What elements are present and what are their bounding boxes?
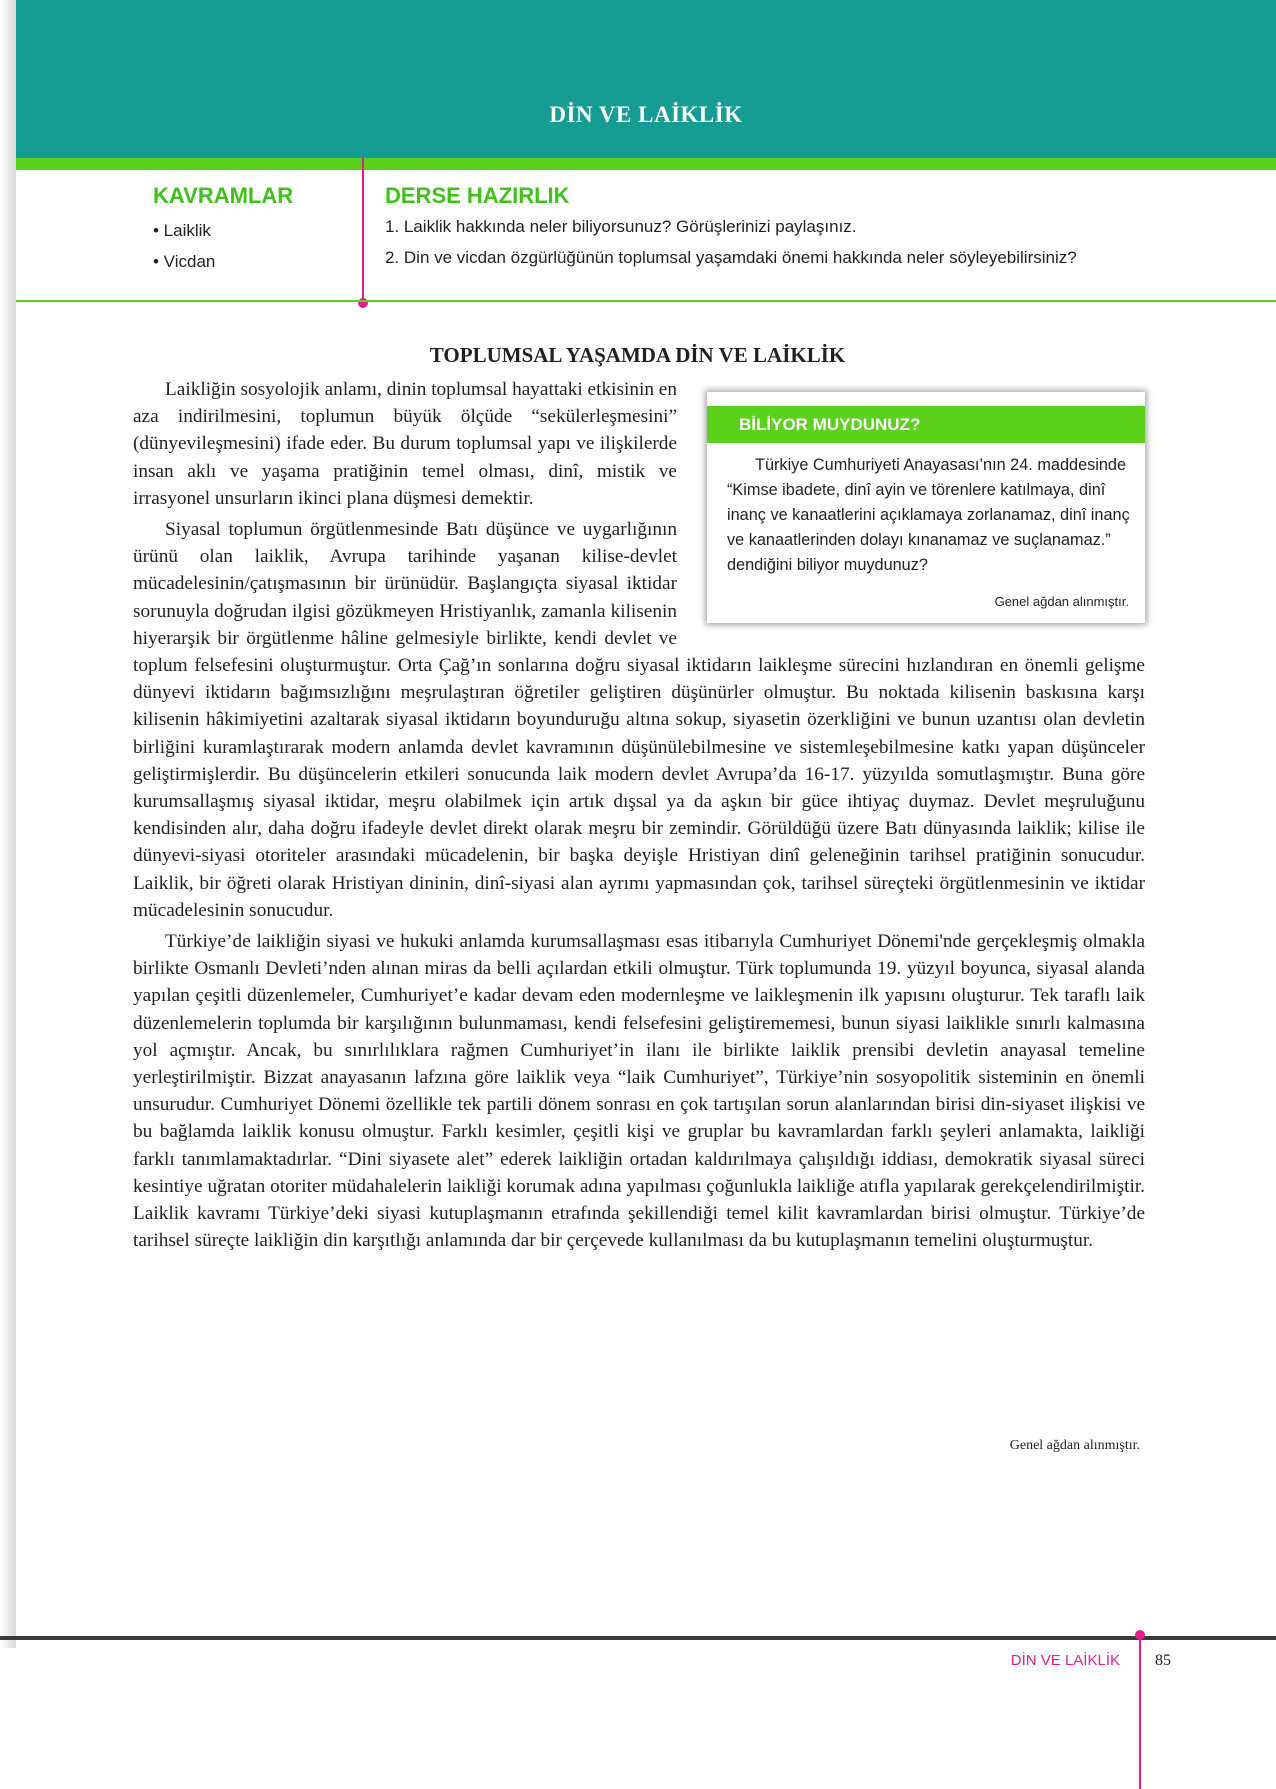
kavram-item: • Vicdan bbox=[153, 252, 216, 271]
article-body bbox=[133, 376, 1145, 1259]
info-box-source: Genel ağdan alınmıştır. bbox=[994, 594, 1129, 610]
info-box-text: Türkiye Cumhuriyeti Anayasası’nın 24. maddesinde “Kimse ibadete, dinî ayin ve törenlere katılmaya, dinî inanç ve kanaatlerini açıklamaya zorlanamaz, dinî inanç ve kanaatlerinden dolayı kınanamaz ve suçlanamaz.” dendiğini biliyor muydunuz? bbox=[727, 456, 1130, 575]
page-bottom-edge bbox=[0, 1636, 1276, 1640]
chapter-header-band bbox=[16, 0, 1276, 158]
preparation-question: 2. Din ve vicdan özgürlüğünün toplumsal yaşamdaki önemi hakkında neler söyleyebilirsiniz? bbox=[385, 248, 1077, 267]
kavramlar-panel bbox=[153, 183, 293, 277]
info-box-heading: BİLİYOR MUYDUNUZ? bbox=[707, 406, 1145, 443]
panel-divider bbox=[362, 158, 364, 302]
derse-hazirlik-heading: DERSE HAZIRLIK bbox=[385, 183, 570, 208]
page-edge-shadow bbox=[0, 0, 16, 1648]
biliyor-muydunuz-box bbox=[707, 392, 1145, 623]
header-green-rule bbox=[16, 158, 1276, 170]
source-note: Genel ağdan alınmıştır. bbox=[1009, 1438, 1140, 1453]
body-paragraph: Siyasal toplumun örgütlenmesinde Batı düşünce ve uygarlığının ürünü olan laiklik, Avrupa tarihinde yaşanan kilise-devlet mücadelesinin/çatışmasının bir ürünüdür. Başlangıçta siyasal iktidar sorunuyla doğrudan ilgisi gözükmeyen Hristiyanlık, zamanla kilisenin hiyerarşik bir örgütlenme hâline gelmesiyle birlikte, kendi devlet ve toplum felsefesini oluşturmuştur. Orta Çağ’ın sonlarına doğru siyasal iktidarın laikleşme sürecini hızlandıran en önemli gelişme dünyevi iktidarın bağımsızlığını meşrulaştıran öğretiler geliştiren düşünürler olmuştur. Bu noktada kilisenin baskısına karşı kilisenin hâkimiyetini azaltarak siyasal iktidarın boyunduruğu altına sokup, siyasetin özerkliğini ve bunun uzantısı olan devletin birliğini kuramlaştırarak modern anlamda devlet kavramının düşünülebilmesine ve sistemleşebilmesine katkı yapan düşünceler geliştirmişlerdir. Bu düşüncelerin etkileri sonucunda laik modern devlet Avrupa’da 16-17. yüzyılda somutlaşmıştır. Buna göre kurumsallaşmış siyasal iktidar, meşru olabilmek için artık dışsal ya da aşkın bir güce ihtiyaç duymaz. Devlet meşruluğunu kendisinden alır, daha doğru ifadeyle devlet direkt olarak meşru bir zemindir. Görüldüğü üzere Batı dünyasında laiklik; kilise ile dünyevi-siyasi otoriteler arasındaki mücadelenin, bir başka deyişle Hristiyan dinî geleneğinin tarihsel pratiğinin sonucudur. Laiklik, bir öğreti olarak Hristiyan dininin, dinî-siyasi alan ayrımı yapmasından çok, tarihsel süreçteki örgütlenmesinin ve iktidar mücadelesinin sonucudur. bbox=[133, 519, 1145, 921]
preparation-question: 1. Laiklik hakkında neler biliyorsunuz? Görüşlerinizi paylaşınız. bbox=[385, 217, 857, 236]
section-title: TOPLUMSAL YAŞAMDA DİN VE LAİKLİK bbox=[429, 343, 846, 367]
kavram-item: • Laiklik bbox=[153, 221, 211, 240]
footer-divider-dot bbox=[1135, 1630, 1145, 1640]
panel-bottom-rule bbox=[16, 300, 1276, 302]
footer-chapter-label: DİN VE LAİKLİK bbox=[1010, 1652, 1120, 1669]
derse-hazirlik-panel bbox=[385, 183, 1145, 277]
kavramlar-heading: KAVRAMLAR bbox=[153, 183, 294, 208]
body-paragraph: Türkiye’de laikliğin siyasi ve hukuki anlamda kurumsallaşması esas itibarıyla Cumhuriyet Dönemi'nde gerçekleşmiş olmakla birlikte Osmanlı Devleti’nden alınan miras da belli açılardan etkili olmuştur. Türk toplumunda 19. yüzyıl boyunca, siyasal alanda yapılan çeşitli düzenlemeler, Cumhuriyet’e kadar devam eden modernleşme ve laikleşmenin ilk yapısını oluşturur. Tek taraflı laik düzenlemelerin toplumda bir karşılığının bulunmaması, kendi felsefesini geliştirememesi, bunun siyasi laiklikle sınırlı kalmasına yol açmıştır. Ancak, bu sınırlılıklara rağmen Cumhuriyet’in ilanı ile birlikte laiklik prensibi devletin anayasal temeline yerleştirilmiştir. Bizzat anayasanın lafzına göre laiklik veya “laik Cumhuriyet”, Türkiye’nin sosyopolitik sisteminin en önemli unsurudur. Cumhuriyet Dönemi özellikle tek partili dönem sonrası en çok tartışılan sorun alanlarından birisi din-siyaset ilişkisi ve bu bağlamda laiklik konusu olmuştur. Farklı kesimler, çeşitli kişi ve gruplar bu kavramlardan farklı şeyleri anlamakta, laikliği farklı tanımlamaktadırlar. “Dini siyasete alet” ederek laikliğin ortadan kaldırılmaya çalışıldığı iddiası, demokratik siyasal süreci kesintiye uğratan otoriter müdahalelerin laikliği korumak adına yapılması çoğunlukla laikliğe atıfla yapılarak gerekçelendirilmiştir. Laiklik kavramı Türkiye’deki siyasi kutuplaşmanın etrafında şekillendiği temel kilit kavramlardan birisi olmuştur. Türkiye’de tarihsel süreçte laikliğin din karşıtlığı anlamında dar bir çerçevede kullanılması da bu kutuplaşmanın temelini oluşturmuştur. bbox=[133, 931, 1145, 1252]
chapter-title: DİN VE LAİKLİK bbox=[549, 102, 743, 127]
body-paragraph: Laikliğin sosyolojik anlamı, dinin toplumsal hayattaki etkisinin en aza indirilmesini, toplumun büyük ölçüde “sekülerleşmesini” (dünyevileşmesini) ifade eder. Bu durum toplumsal yapı ve ilişkilerde insan aklı ve yaşama pratiğinin temel olması, dinî, mistik ve irrasyonel unsurların ikinci plana düşmesi demektir. bbox=[133, 379, 677, 509]
footer-divider bbox=[1139, 1634, 1141, 1789]
page-number: 85 bbox=[1155, 1652, 1171, 1669]
